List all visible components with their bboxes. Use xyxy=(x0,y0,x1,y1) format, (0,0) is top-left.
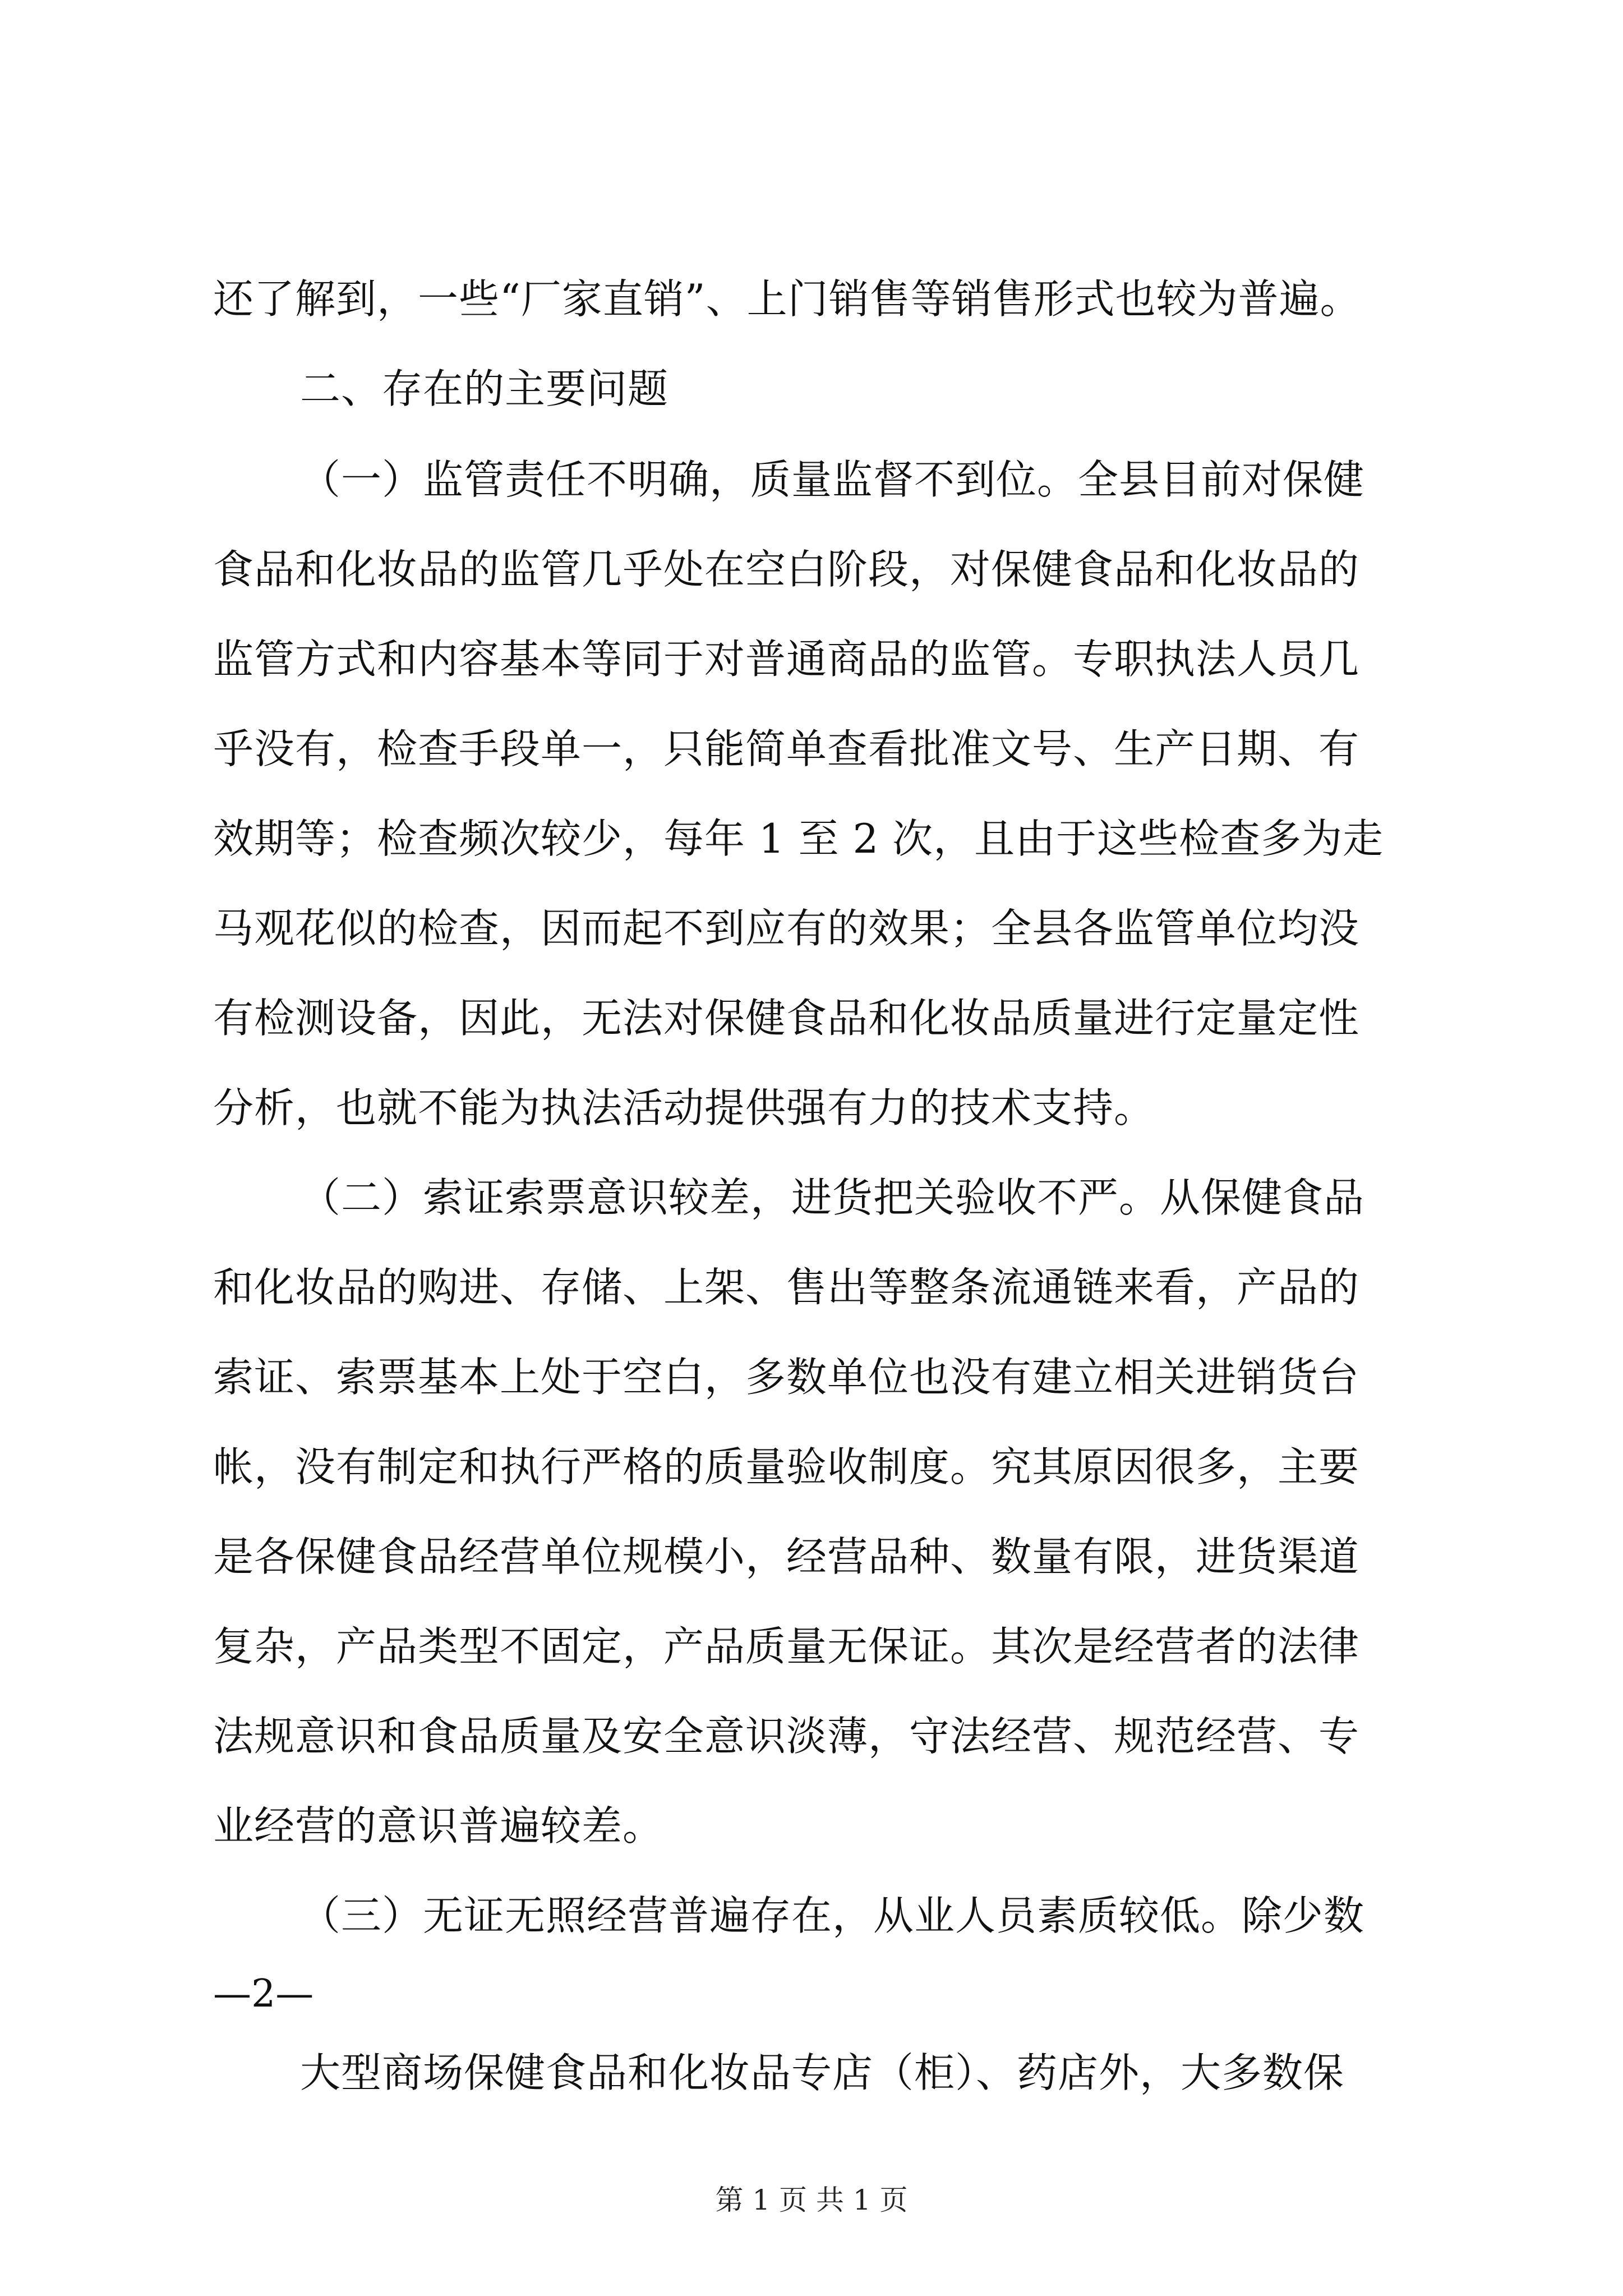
body-text-line: 索证、索票基本上处于空白，多数单位也没有建立相关进销货台 xyxy=(213,1354,1360,1401)
body-text-line: （二）索证索票意识较差，进货把关验收不严。从保健食品 xyxy=(300,1174,1365,1221)
body-text-line: 业经营的意识普遍较差。 xyxy=(213,1802,664,1849)
page-footer: 第 1 页 共 1 页 xyxy=(715,2184,908,2216)
body-text-line: 法规意识和食品质量及安全意识淡薄，守法经营、规范经营、专 xyxy=(213,1713,1360,1760)
body-text-line: 有检测设备，因此，无法对保健食品和化妆品质量进行定量定性 xyxy=(213,995,1360,1042)
body-text-line: 帐，没有制定和执行严格的质量验收制度。究其原因很多，主要 xyxy=(213,1443,1360,1490)
body-text-line: 和化妆品的购进、存储、上架、售出等整条流通链来看，产品的 xyxy=(213,1264,1360,1311)
body-text-line: （三）无证无照经营普遍存在，从业人员素质较低。除少数 xyxy=(300,1892,1365,1939)
inline-page-number: —2— xyxy=(213,1972,314,2016)
body-text-line: 效期等；检查频次较少，每年 1 至 2 次，且由于这些检查多为走 xyxy=(213,815,1384,862)
body-text-line: 是各保健食品经营单位规模小，经营品种、数量有限，进货渠道 xyxy=(213,1533,1360,1580)
body-text-line: （一）监管责任不明确，质量监督不到位。全县目前对保健 xyxy=(300,456,1365,503)
section-heading: 二、存在的主要问题 xyxy=(300,365,669,412)
body-text-line: 还了解到，一些“厂家直销”、上门销售等销售形式也较为普遍。 xyxy=(213,275,1361,323)
body-text-line: 监管方式和内容基本等同于对普通商品的监管。专职执法人员几 xyxy=(213,636,1360,683)
body-text-line: 大型商场保健食品和化妆品专店（柜）、药店外，大多数保 xyxy=(300,2049,1345,2096)
body-text-line: 马观花似的检查，因而起不到应有的效果；全县各监管单位均没 xyxy=(213,905,1360,952)
body-text-line: 分析，也就不能为执法活动提供强有力的技术支持。 xyxy=(213,1084,1155,1131)
body-text-line: 复杂，产品类型不固定，产品质量无保证。其次是经营者的法律 xyxy=(213,1623,1360,1670)
body-text-line: 乎没有，检查手段单一，只能简单查看批准文号、生产日期、有 xyxy=(213,725,1360,772)
body-text-line: 食品和化妆品的监管几乎处在空白阶段，对保健食品和化妆品的 xyxy=(213,546,1360,593)
